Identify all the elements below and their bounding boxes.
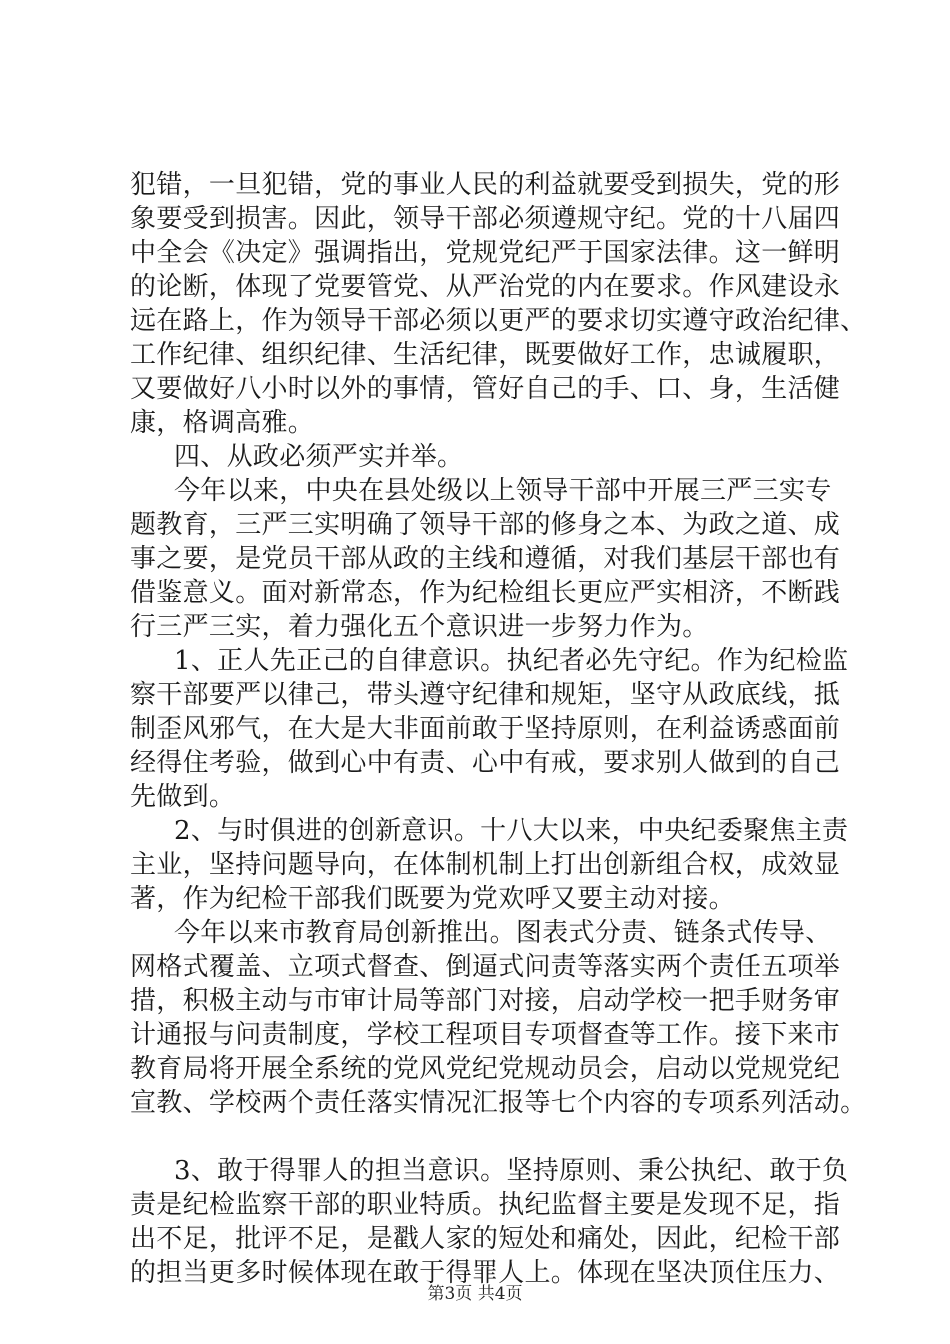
text-line: 借鉴意义。面对新常态，作为纪检组长更应严实相济，不断践 bbox=[130, 578, 841, 608]
paragraph-gap bbox=[130, 1120, 845, 1154]
text-line: 四、从政必须严实并举。 bbox=[174, 442, 464, 472]
text-line: 先做到。 bbox=[130, 782, 236, 812]
text-line: 犯错，一旦犯错，党的事业人民的利益就要受到损失，党的形 bbox=[130, 170, 841, 200]
text-line: 教育局将开展全系统的党风党纪党规动员会，启动以党规党纪 bbox=[130, 1054, 841, 1084]
text-line: 工作纪律、组织纪律、生活纪律，既要做好工作，忠诚履职， bbox=[130, 340, 841, 370]
text-line: 象要受到损害。因此，领导干部必须遵规守纪。党的十八届四 bbox=[130, 204, 841, 234]
text-line: 2、与时俱进的创新意识。十八大以来，中央纪委聚焦主责 bbox=[174, 816, 849, 846]
text-line: 的担当更多时候体现在敢于得罪人上。体现在坚决顶住压力、 bbox=[130, 1258, 841, 1288]
text-line: 中全会《决定》强调指出，党规党纪严于国家法律。这一鲜明 bbox=[130, 238, 841, 268]
text-line: 的论断，体现了党要管党、从严治党的内在要求。作风建设永 bbox=[130, 272, 841, 302]
text-line: 今年以来，中央在县处级以上领导干部中开展三严三实专 bbox=[174, 476, 832, 506]
text-line: 出不足，批评不足，是戳人家的短处和痛处，因此，纪检干部 bbox=[130, 1224, 841, 1254]
text-line: 计通报与问责制度，学校工程项目专项督查等工作。接下来市 bbox=[130, 1020, 841, 1050]
text-line: 宣教、学校两个责任落实情况汇报等七个内容的专项系列活动。 bbox=[130, 1088, 867, 1118]
text-line: 网格式覆盖、立项式督查、倒逼式问责等落实两个责任五项举 bbox=[130, 952, 841, 982]
page-footer: 第3页 共4页 bbox=[427, 1284, 523, 1304]
text-line: 制歪风邪气，在大是大非面前敢于坚持原则，在利益诱惑面前 bbox=[130, 714, 841, 744]
text-line: 远在路上，作为领导干部必须以更严的要求切实遵守政治纪律、 bbox=[130, 306, 867, 336]
text-line: 行三严三实，着力强化五个意识进一步努力作为。 bbox=[130, 612, 709, 642]
text-line: 事之要，是党员干部从政的主线和遵循，对我们基层干部也有 bbox=[130, 544, 841, 574]
text-line: 主业，坚持问题导向，在体制机制上打出创新组合权，成效显 bbox=[130, 850, 841, 880]
text-line: 措，积极主动与市审计局等部门对接，启动学校一把手财务审 bbox=[130, 986, 841, 1016]
text-line: 题教育，三严三实明确了领导干部的修身之本、为政之道、成 bbox=[130, 510, 841, 540]
document-body bbox=[130, 168, 867, 1290]
text-line: 责是纪检监察干部的职业特质。执纪监督主要是发现不足，指 bbox=[130, 1190, 841, 1220]
text-line: 3、敢于得罪人的担当意识。坚持原则、秉公执纪、敢于负 bbox=[174, 1156, 849, 1186]
text-line: 1、正人先正己的自律意识。执纪者必先守纪。作为纪检监 bbox=[174, 646, 849, 676]
text-line: 察干部要严以律己，带头遵守纪律和规矩，坚守从政底线，抵 bbox=[130, 680, 841, 710]
text-line: 康，格调高雅。 bbox=[130, 408, 315, 438]
text-line: 今年以来市教育局创新推出。图表式分责、链条式传导、 bbox=[174, 918, 832, 948]
text-line: 著，作为纪检干部我们既要为党欢呼又要主动对接。 bbox=[130, 884, 735, 914]
text-line: 经得住考验，做到心中有责、心中有戒，要求别人做到的自己 bbox=[130, 748, 841, 778]
text-line: 又要做好八小时以外的事情，管好自己的手、口、身，生活健 bbox=[130, 374, 841, 404]
